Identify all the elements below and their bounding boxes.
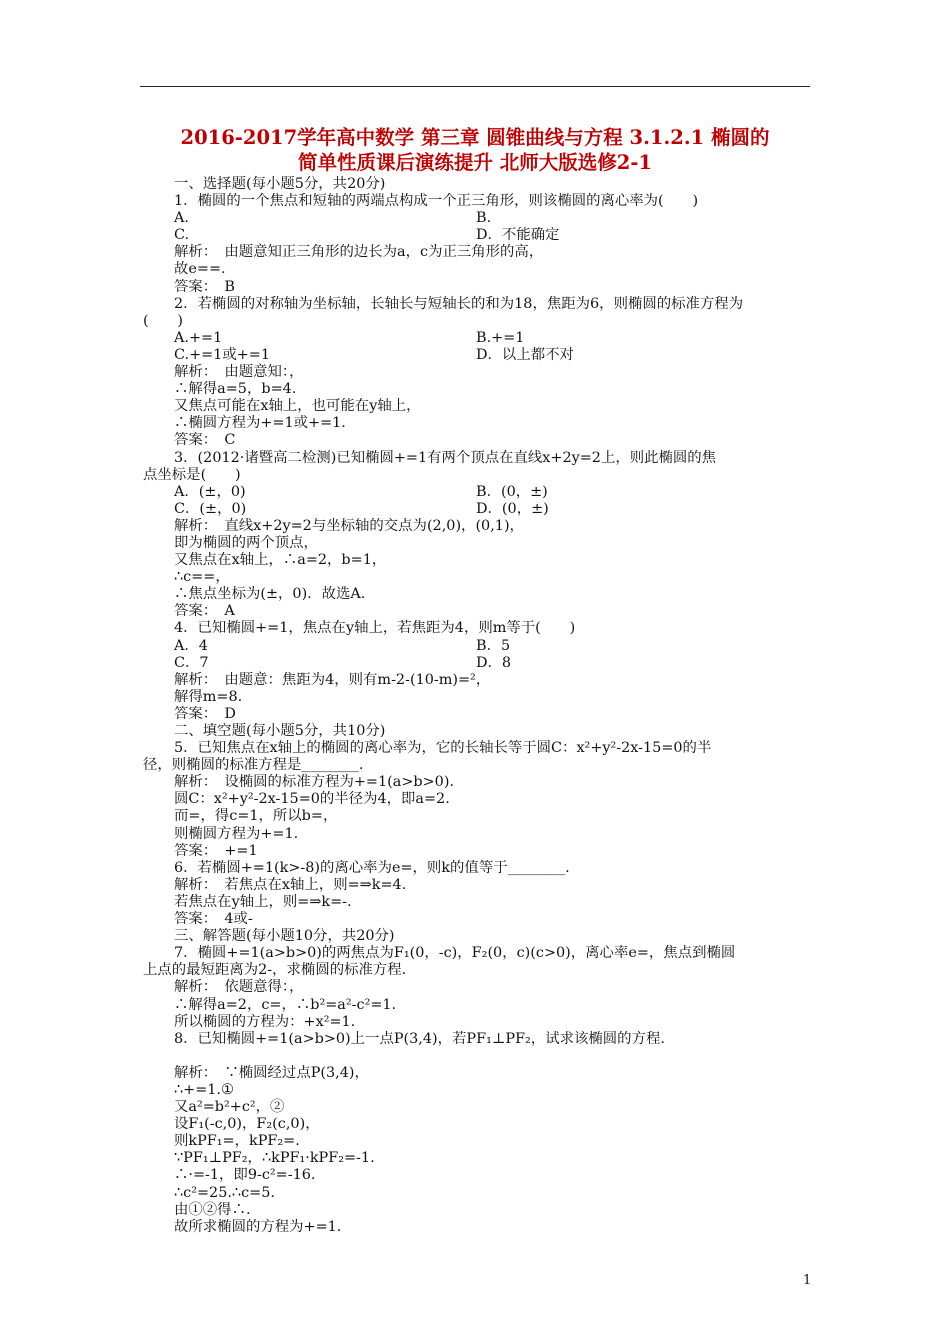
solution-text: 解析： 若焦点在x轴上，则=⇒k=4. bbox=[174, 876, 407, 893]
solution-text: ∴解得a=2，c=，∴b²=a²-c²=1. bbox=[174, 996, 397, 1013]
question-text: 3．(2012·诸暨高二检测)已知椭圆+=1有两个顶点在直线x+2y=2上，则此椭圆的焦 bbox=[174, 449, 717, 466]
solution-text: 则kPF₁=，kPF₂=. bbox=[174, 1133, 300, 1150]
options-row bbox=[143, 330, 811, 347]
option: D．以上都不对 bbox=[476, 346, 574, 363]
solution-text: ∵PF₁⊥PF₂，∴kPF₁·kPF₂=-1. bbox=[174, 1150, 375, 1167]
option: B．(0，±) bbox=[476, 483, 548, 500]
page-number: 1 bbox=[803, 1273, 812, 1288]
answer-text: 答案： B bbox=[174, 278, 235, 295]
options-row bbox=[143, 227, 811, 244]
option: C. bbox=[174, 227, 190, 244]
solution-text: ∴椭圆方程为+=1或+=1. bbox=[174, 415, 346, 432]
option: A．(±，0) bbox=[174, 483, 246, 500]
options-row bbox=[143, 347, 811, 364]
document-title bbox=[140, 125, 810, 175]
solution-text: ∴c==， bbox=[174, 569, 230, 586]
option: B.+=1 bbox=[476, 329, 525, 346]
solution-text: 所以椭圆的方程为：+x²=1. bbox=[174, 1013, 356, 1030]
blank-line bbox=[143, 1048, 811, 1065]
question-text: 7．椭圆+=1(a>b>0)的两焦点为F₁(0，-c)，F₂(0，c)(c>0)，离心率e=，焦点到椭圆 bbox=[174, 945, 736, 962]
section-heading: 二、填空题(每小题5分，共10分) bbox=[174, 723, 386, 739]
solution-text: 则椭圆方程为+=1. bbox=[174, 825, 299, 842]
solution-text: 解析： ∵椭圆经过点P(3,4)， bbox=[174, 1064, 369, 1081]
solution-text: ∴解得a=5，b=4. bbox=[174, 381, 297, 398]
solution-text: 解析： 直线x+2y=2与坐标轴的交点为(2,0)，(0,1)， bbox=[174, 517, 524, 534]
answer-text: 答案： A bbox=[174, 603, 235, 620]
solution-text: 故所求椭圆的方程为+=1. bbox=[174, 1218, 342, 1235]
question-text: 8．已知椭圆+=1(a>b>0)上一点P(3,4)，若PF₁⊥PF₂，试求该椭圆的方程. bbox=[174, 1030, 665, 1047]
option: C．(±，0) bbox=[174, 500, 247, 517]
question-text: ( ) bbox=[143, 312, 184, 329]
option: D．不能确定 bbox=[476, 227, 560, 244]
solution-text: 由①②得∴. bbox=[174, 1201, 251, 1218]
options-row bbox=[143, 655, 811, 672]
answer-text: 答案： D bbox=[174, 705, 236, 722]
solution-text: 解得m=8. bbox=[174, 688, 243, 705]
option: C.+=1或+=1 bbox=[174, 346, 271, 363]
solution-text: 解析： 由题意知正三角形的边长为a，c为正三角形的高， bbox=[174, 244, 544, 261]
answer-text: 答案： +=1 bbox=[174, 842, 258, 859]
question-text: 4．已知椭圆+=1，焦点在y轴上，若焦距为4，则m等于( ) bbox=[174, 620, 576, 637]
solution-text: 又焦点可能在x轴上，也可能在y轴上， bbox=[174, 398, 421, 415]
option: A.+=1 bbox=[174, 329, 223, 346]
section-heading: 一、选择题(每小题5分，共20分) bbox=[174, 176, 386, 192]
solution-text: ∴+=1.① bbox=[174, 1081, 234, 1098]
solution-text: 若焦点在y轴上，则=⇒k=-. bbox=[174, 893, 352, 910]
question-text: 点坐标是( ) bbox=[143, 466, 241, 483]
option: D．8 bbox=[476, 654, 512, 671]
options-row bbox=[143, 501, 811, 518]
question-text: 2．若椭圆的对称轴为坐标轴，长轴长与短轴长的和为18，焦距为6，则椭圆的标准方程为 bbox=[174, 295, 744, 312]
options-row bbox=[143, 638, 811, 655]
solution-text: 设F₁(-c,0)，F₂(c,0)， bbox=[174, 1116, 320, 1133]
solution-text: 即为椭圆的两个顶点， bbox=[174, 534, 318, 551]
option: B．5 bbox=[476, 637, 511, 654]
solution-text: 故e==. bbox=[174, 261, 226, 278]
header-rule bbox=[140, 86, 810, 87]
title-line-1: 2016-2017学年高中数学 第三章 圆锥曲线与方程 3.1.2.1 椭圆的 bbox=[180, 126, 770, 149]
option: A. bbox=[174, 210, 189, 227]
option: B. bbox=[476, 210, 492, 227]
question-text: 5．已知焦点在x轴上的椭圆的离心率为，它的长轴长等于圆C：x²+y²-2x-15=0的半 bbox=[174, 740, 712, 757]
solution-text: 解析： 由题意知：， bbox=[174, 364, 304, 381]
solution-text: 又a²=b²+c²，② bbox=[174, 1099, 285, 1116]
solution-text: ∴焦点坐标为(±，0)．故选A. bbox=[174, 586, 366, 603]
solution-text: ∴c²=25.∴c=5. bbox=[174, 1184, 275, 1201]
solution-text: 圆C：x²+y²-2x-15=0的半径为4，即a=2. bbox=[174, 791, 450, 808]
options-row bbox=[143, 484, 811, 501]
document-body bbox=[143, 176, 811, 1236]
option: A．4 bbox=[174, 637, 208, 654]
solution-text: 解析： 设椭圆的标准方程为+=1(a>b>0)． bbox=[174, 774, 464, 791]
question-text: 径，则椭圆的标准方程是________. bbox=[143, 757, 364, 774]
solution-text: 解析： 依题意得：， bbox=[174, 979, 304, 996]
solution-text: ∴·=-1，即9-c²=-16. bbox=[174, 1167, 316, 1184]
option: D．(0，±) bbox=[476, 500, 549, 517]
options-row bbox=[143, 210, 811, 227]
solution-text: 而=，得c=1，所以b=， bbox=[174, 808, 338, 825]
question-text: 上点的最短距离为2-，求椭圆的标准方程. bbox=[143, 962, 407, 979]
answer-text: 答案： C bbox=[174, 432, 236, 449]
question-text: 6．若椭圆+=1(k>-8)的离心率为e=，则k的值等于________. bbox=[174, 859, 570, 876]
title-line-2: 简单性质课后演练提升 北师大版选修2-1 bbox=[297, 151, 653, 174]
solution-text: 又焦点在x轴上，∴a=2，b=1， bbox=[174, 552, 387, 569]
option: C．7 bbox=[174, 654, 209, 671]
solution-text: 解析： 由题意：焦距为4，则有m-2-(10-m)=²， bbox=[174, 671, 491, 688]
question-text: 1．椭圆的一个焦点和短轴的两端点构成一个正三角形，则该椭圆的离心率为( ) bbox=[174, 193, 699, 210]
answer-text: 答案： 4或- bbox=[174, 911, 253, 928]
section-heading: 三、解答题(每小题10分，共20分) bbox=[174, 928, 395, 945]
